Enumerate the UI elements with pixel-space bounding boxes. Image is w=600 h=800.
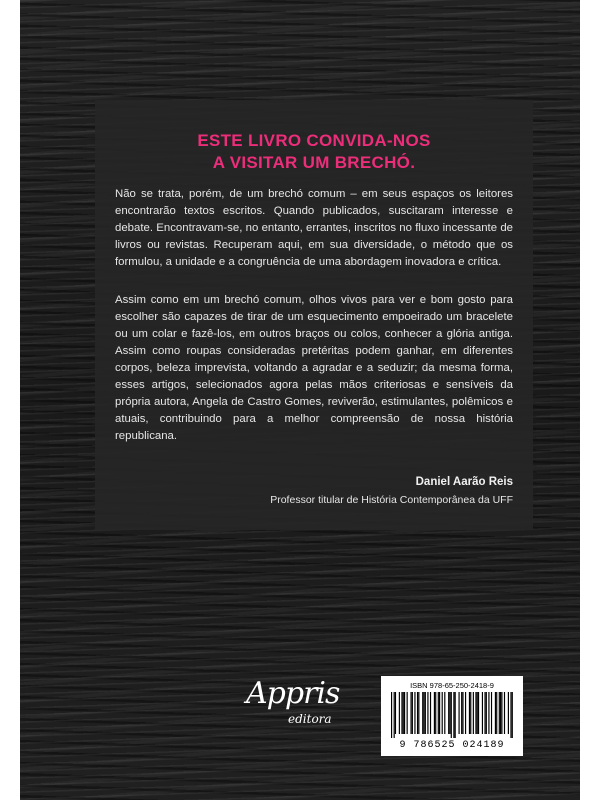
isbn-label: ISBN 978-65-250-2418-9	[410, 681, 494, 690]
book-back-cover	[20, 0, 580, 800]
blurb-panel	[95, 100, 533, 530]
barcode-bars	[391, 692, 513, 738]
author-title: Professor titular de História Contemporânea da UFF	[270, 494, 513, 506]
headline	[95, 130, 533, 174]
ean-digits: 9 786525 024189	[399, 740, 505, 751]
barcode	[381, 676, 523, 756]
blurb-paragraph-1: Não se trata, porém, de um brechó comum – em seus espaços os leitores encontrarão textos escritos. Quando publicados, suscitaram interesse e debate. Encontravam-se, no entanto, errantes, inscritos no fluxo incessante de livros ou revistas. Recuperam aqui, em sua diversidade, o método que os formulou, a unidade e a congruência de uma abordagem inovadora e crítica.	[115, 188, 513, 268]
publisher-logo-sub: editora	[288, 712, 332, 726]
blurb-paragraph-2: Assim como em um brechó comum, olhos vivos para ver e bom gosto para escolher são capazes de tirar de um esquecimento empoeirado um bracelete ou um colar e fazê-los, em outros braços ou colos, conhecer a glória antiga. Assim como roupas consideradas pretéritas podem ganhar, em diferentes corpos, beleza imprevista, voltando a agradar e a seduzir; da mesma forma, esses artigos, selecionados agora pelas mãos criteriosas e sensíveis da própria autora, Angela de Castro Gomes, reviverão, estimulantes, polêmicos e atuais, contribuindo para a melhor compreensão de nossa história republicana.	[115, 294, 513, 442]
author-name: Daniel Aarão Reis	[415, 476, 513, 488]
headline-line-2: A VISITAR UM BRECHÓ.	[212, 153, 416, 172]
publisher-logo	[246, 676, 366, 736]
publisher-logo-main: Appris	[246, 676, 340, 711]
headline-line-1: ESTE LIVRO CONVIDA-NOS	[197, 131, 431, 150]
